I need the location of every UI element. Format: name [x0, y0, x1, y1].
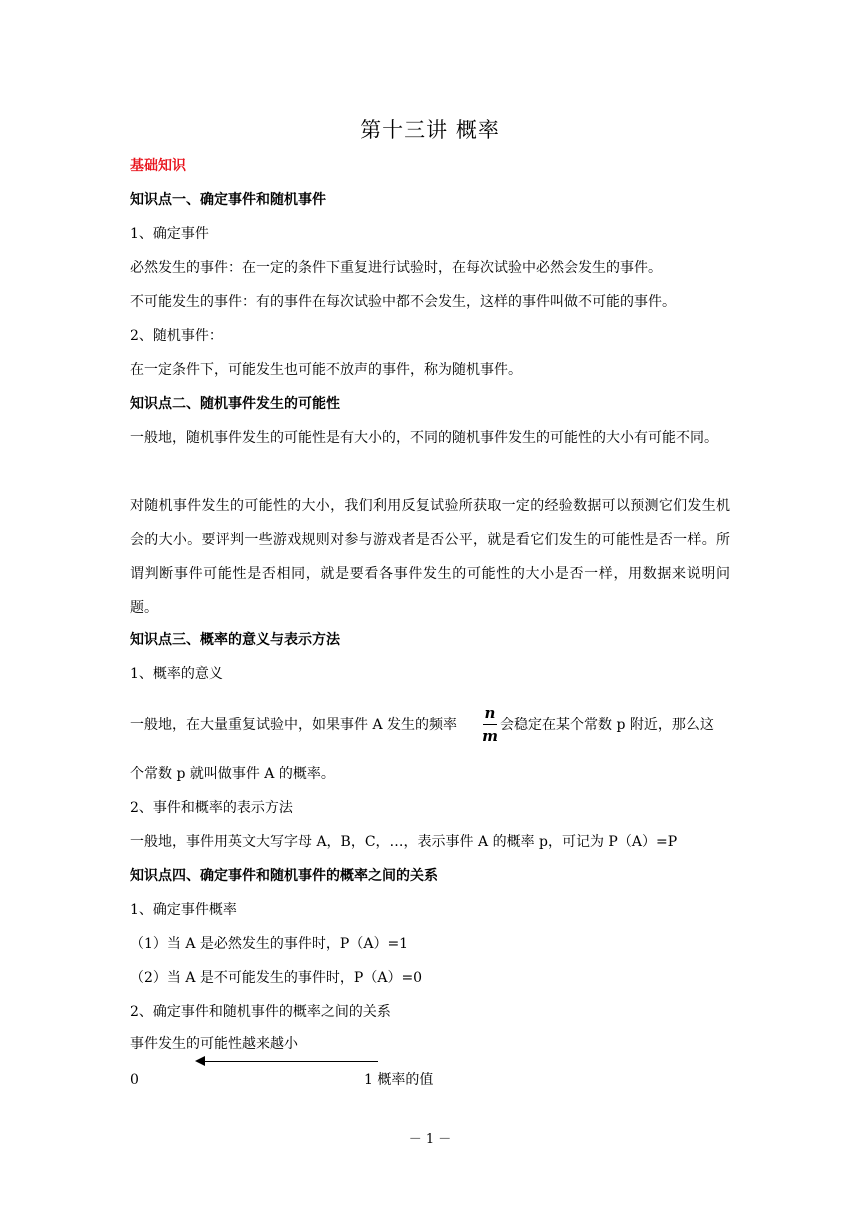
page-title: 第十三讲 概率	[360, 118, 500, 142]
k1-heading: 知识点一、确定事件和随机事件	[130, 192, 326, 208]
k3-sub2: 2、事件和概率的表示方法	[130, 800, 293, 816]
k3-line1b: 会稳定在某个常数 p 附近，那么这	[500, 717, 714, 733]
fraction-bar	[483, 724, 497, 725]
fraction-numerator: n	[484, 704, 496, 722]
k1-sub2: 2、随机事件：	[130, 328, 223, 344]
k1-sub1: 1、确定事件	[130, 226, 209, 242]
k4-line1: （1）当 A 是必然发生的事件时，P（A）=1	[130, 936, 409, 952]
k2-paragraph1: 一般地，随机事件发生的可能性是有大小的，不同的随机事件发生的可能性的大小有可能不同。	[130, 430, 718, 446]
k4-line3: 事件发生的可能性越来越小	[130, 1036, 298, 1052]
k1-line3: 在一定条件下，可能发生也可能不放声的事件，称为随机事件。	[130, 362, 522, 378]
k4-line2: （2）当 A 是不可能发生的事件时，P（A）=0	[130, 970, 423, 986]
k3-line1c: 个常数 p 就叫做事件 A 的概率。	[130, 766, 335, 782]
k4-sub2: 2、确定事件和随机事件的概率之间的关系	[130, 1004, 391, 1020]
k4-heading: 知识点四、确定事件和随机事件的概率之间的关系	[130, 868, 438, 884]
k2-paragraph2: 对随机事件发生的可能性的大小，我们利用反复试验所获取一定的经验数据可以预测它们发生机会的大小。要评判一些游戏规则对参与游戏者是否公平，就是看它们发生的可能性是否一样。所谓判断事件可能性是否相同，就是要看各事件发生的可能性的大小是否一样，用数据来说明问题。	[130, 498, 730, 616]
page-number: － 1 －	[408, 1132, 452, 1147]
axis-right-label: 1 概率的值	[364, 1072, 434, 1088]
k3-sub1: 1、概率的意义	[130, 666, 223, 682]
k3-heading: 知识点三、概率的意义与表示方法	[130, 632, 340, 648]
k3-line1a: 一般地，在大量重复试验中，如果事件 A 发生的频率	[130, 717, 458, 733]
k4-sub1: 1、确定事件概率	[130, 902, 237, 918]
k3-line2: 一般地，事件用英文大写字母 A，B，C，…，表示事件 A 的概率 p，可记为 P（A）=P	[130, 834, 678, 850]
axis-left-label: 0	[130, 1072, 139, 1088]
k1-line1: 必然发生的事件：在一定的条件下重复进行试验时，在每次试验中必然会发生的事件。	[130, 260, 662, 276]
probability-arrow-line	[204, 1061, 378, 1062]
fraction-denominator: m	[482, 727, 498, 745]
k2-heading: 知识点二、随机事件发生的可能性	[130, 396, 340, 412]
k1-line2: 不可能发生的事件：有的事件在每次试验中都不会发生，这样的事件叫做不可能的事件。	[130, 294, 676, 310]
section-basic-heading: 基础知识	[130, 158, 186, 174]
